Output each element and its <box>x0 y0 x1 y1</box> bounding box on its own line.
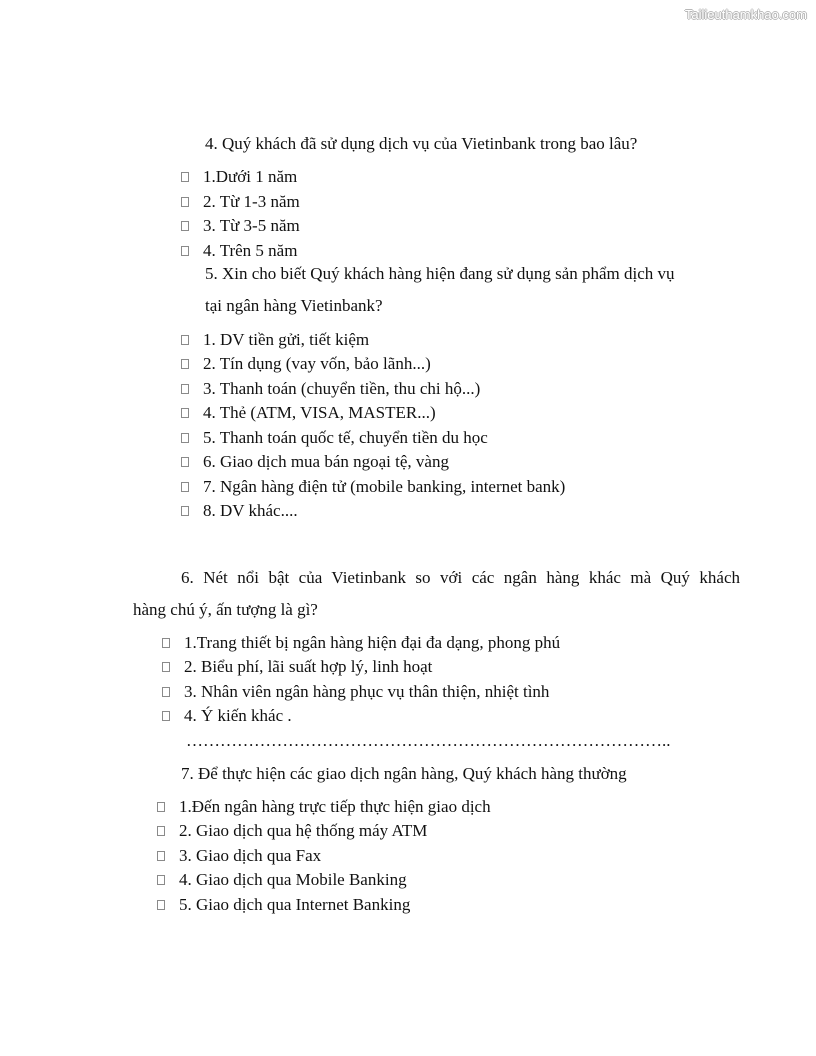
option-label: 2. Giao dịch qua hệ thống máy ATM <box>179 821 428 840</box>
question-5-title-line2: tại ngân hàng Vietinbank? <box>205 296 383 315</box>
checkbox-icon[interactable] <box>181 197 189 207</box>
q7-option[interactable] <box>157 821 427 841</box>
question-7-title: 7. Để thực hiện các giao dịch ngân hàng, Quý khách hàng thường <box>181 764 627 783</box>
checkbox-icon[interactable] <box>162 638 170 648</box>
question-6-title-line1: 6. Nét nổi bật của Vietinbank so với các ngân hàng khác mà Quý khách <box>181 568 740 587</box>
q5-option[interactable] <box>181 330 369 350</box>
answer-dotted-line[interactable]: ………………………………………………………………………….. <box>186 731 671 750</box>
checkbox-icon[interactable] <box>162 687 170 697</box>
checkbox-icon[interactable] <box>181 246 189 256</box>
q5-option[interactable] <box>181 452 449 472</box>
q7-option[interactable] <box>157 846 321 866</box>
question-6-title-line2: hàng chú ý, ấn tượng là gì? <box>133 600 318 619</box>
option-label: 4. Thẻ (ATM, VISA, MASTER...) <box>203 403 436 422</box>
q4-option[interactable] <box>181 216 300 236</box>
q5-option[interactable] <box>181 403 436 423</box>
q5-option[interactable] <box>181 428 488 448</box>
option-label: 3. Thanh toán (chuyển tiền, thu chi hộ...) <box>203 379 481 398</box>
checkbox-icon[interactable] <box>181 384 189 394</box>
checkbox-icon[interactable] <box>181 335 189 345</box>
option-label: 3. Nhân viên ngân hàng phục vụ thân thiện, nhiệt tình <box>184 682 550 701</box>
q5-option[interactable] <box>181 354 431 374</box>
option-label: 1. DV tiền gửi, tiết kiệm <box>203 330 370 349</box>
q4-option[interactable] <box>181 167 297 187</box>
checkbox-icon[interactable] <box>181 457 189 467</box>
question-4-title: 4. Quý khách đã sử dụng dịch vụ của Vietinbank trong bao lâu? <box>205 134 638 153</box>
option-label: 5. Thanh toán quốc tế, chuyển tiền du học <box>203 428 488 447</box>
q7-option[interactable] <box>157 797 491 817</box>
checkbox-icon[interactable] <box>162 711 170 721</box>
q6-option[interactable] <box>162 657 432 677</box>
checkbox-icon[interactable] <box>157 851 165 861</box>
option-label: 4. Trên 5 năm <box>203 241 298 260</box>
option-label: 4. Giao dịch qua Mobile Banking <box>179 870 407 889</box>
q5-option[interactable] <box>181 477 565 497</box>
checkbox-icon[interactable] <box>157 802 165 812</box>
checkbox-icon[interactable] <box>157 875 165 885</box>
checkbox-icon[interactable] <box>181 359 189 369</box>
checkbox-icon[interactable] <box>181 221 189 231</box>
option-label: 2. Biểu phí, lãi suất hợp lý, linh hoạt <box>184 657 433 676</box>
q6-option[interactable] <box>162 682 549 702</box>
option-label: 1.Trang thiết bị ngân hàng hiện đại đa dạng, phong phú <box>184 633 561 652</box>
checkbox-icon[interactable] <box>181 408 189 418</box>
q5-option[interactable] <box>181 379 480 399</box>
option-label: 8. DV khác.... <box>203 501 298 520</box>
q6-option[interactable] <box>162 706 292 726</box>
q4-option[interactable] <box>181 241 297 261</box>
q7-option[interactable] <box>157 895 410 915</box>
watermark: Tailieuthamkhao.com <box>684 7 807 22</box>
question-5-title-line1: 5. Xin cho biết Quý khách hàng hiện đang sử dụng sản phẩm dịch vụ <box>205 264 675 283</box>
option-label: 7. Ngân hàng điện tử (mobile banking, internet bank) <box>203 477 566 496</box>
option-label: 2. Từ 1-3 năm <box>203 192 300 211</box>
checkbox-icon[interactable] <box>181 482 189 492</box>
q6-option[interactable] <box>162 633 560 653</box>
option-label: 5. Giao dịch qua Internet Banking <box>179 895 411 914</box>
checkbox-icon[interactable] <box>181 172 189 182</box>
option-label: 3. Từ 3-5 năm <box>203 216 300 235</box>
option-label: 1.Dưới 1 năm <box>203 167 298 186</box>
q7-option[interactable] <box>157 870 407 890</box>
q5-option[interactable] <box>181 501 298 521</box>
option-label: 2. Tín dụng (vay vốn, bảo lãnh...) <box>203 354 431 373</box>
checkbox-icon[interactable] <box>181 506 189 516</box>
option-label: 1.Đến ngân hàng trực tiếp thực hiện giao dịch <box>179 797 491 816</box>
q4-option[interactable] <box>181 192 300 212</box>
checkbox-icon[interactable] <box>157 826 165 836</box>
option-label: 4. Ý kiến khác . <box>184 706 292 725</box>
checkbox-icon[interactable] <box>157 900 165 910</box>
checkbox-icon[interactable] <box>181 433 189 443</box>
option-label: 3. Giao dịch qua Fax <box>179 846 322 865</box>
option-label: 6. Giao dịch mua bán ngoại tệ, vàng <box>203 452 449 471</box>
checkbox-icon[interactable] <box>162 662 170 672</box>
